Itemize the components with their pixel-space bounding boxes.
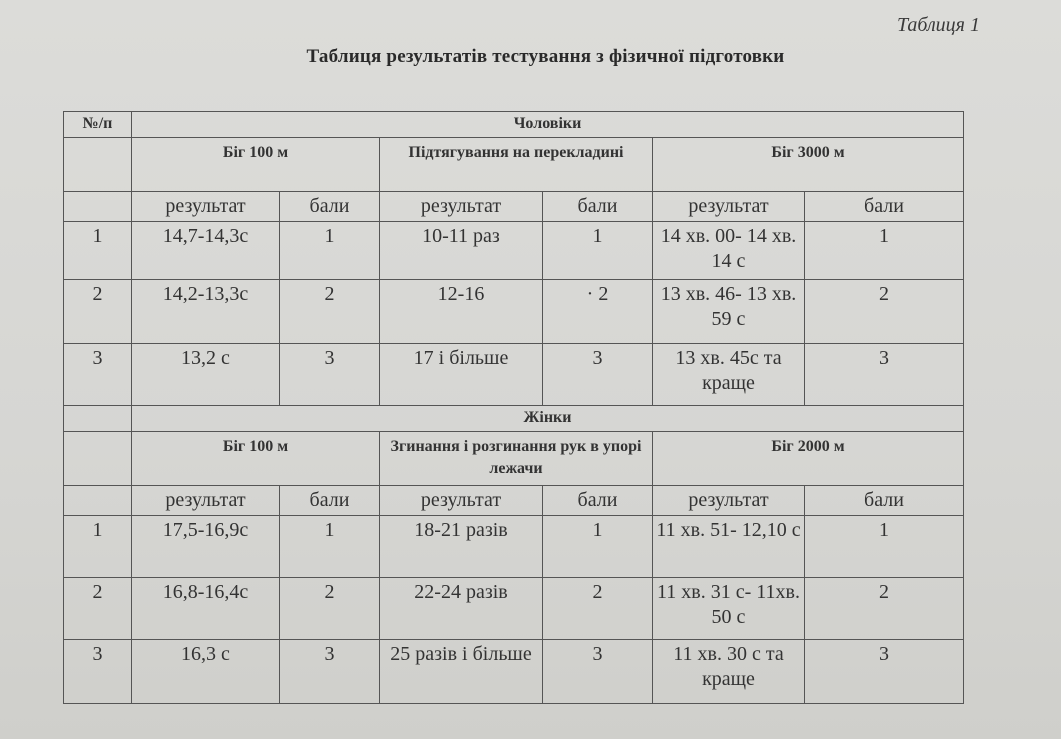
women-group-2: Згинання і розгинання рук в упорі лежачи [380,432,653,486]
men-groups-row [64,138,964,192]
col-points: бали [280,192,380,222]
table-number-label: Таблиця 1 [897,14,980,36]
result-cell: 13 хв. 46- 13 хв. 59 с [653,280,805,344]
points-cell: 2 [280,578,380,640]
result-cell: 14 хв. 00- 14 хв. 14 с [653,222,805,280]
result-cell: 10-11 раз [380,222,543,280]
points-cell: 2 [805,280,964,344]
result-cell: 14,7-14,3с [132,222,280,280]
result-cell: 12-16 [380,280,543,344]
empty-cell [64,432,132,486]
women-groups-row [64,432,964,486]
empty-cell [64,406,132,432]
women-label: Жінки [132,406,964,432]
table-row [64,222,964,280]
result-cell: 25 разів і більше [380,640,543,704]
col-result: результат [380,486,543,516]
points-cell: 1 [805,222,964,280]
results-table [63,111,964,704]
points-cell: 1 [280,516,380,578]
col-points: бали [805,192,964,222]
row-number: 1 [64,222,132,280]
num-header: №/п [64,112,132,138]
women-section-header [64,406,964,432]
women-group-3: Біг 2000 м [653,432,964,486]
empty-cell [64,138,132,192]
table-row [64,280,964,344]
men-section-header [64,112,964,138]
result-cell: 14,2-13,3с [132,280,280,344]
women-group-1: Біг 100 м [132,432,380,486]
points-cell: · 2 [543,280,653,344]
result-cell: 18-21 разів [380,516,543,578]
table-row [64,640,964,704]
result-cell: 11 хв. 31 с- 11хв. 50 с [653,578,805,640]
col-result: результат [380,192,543,222]
result-cell: 11 хв. 30 с та краще [653,640,805,704]
men-group-1: Біг 100 м [132,138,380,192]
col-points: бали [543,192,653,222]
row-number: 1 [64,516,132,578]
men-label: Чоловіки [132,112,964,138]
table-row [64,578,964,640]
men-column-header-row [64,192,964,222]
empty-cell [64,486,132,516]
points-cell: 2 [280,280,380,344]
points-cell: 2 [805,578,964,640]
women-column-header-row [64,486,964,516]
result-cell: 16,3 с [132,640,280,704]
result-cell: 22-24 разів [380,578,543,640]
points-cell: 1 [543,516,653,578]
points-cell: 3 [805,640,964,704]
result-cell: 11 хв. 51- 12,10 с [653,516,805,578]
row-number: 3 [64,344,132,406]
result-cell: 13,2 с [132,344,280,406]
points-cell: 3 [543,344,653,406]
col-result: результат [653,192,805,222]
row-number: 2 [64,578,132,640]
col-points: бали [805,486,964,516]
points-cell: 3 [280,640,380,704]
empty-cell [64,192,132,222]
col-result: результат [132,192,280,222]
points-cell: 3 [543,640,653,704]
result-cell: 16,8-16,4с [132,578,280,640]
result-cell: 17,5-16,9с [132,516,280,578]
row-number: 3 [64,640,132,704]
col-points: бали [280,486,380,516]
col-result: результат [132,486,280,516]
document-title: Таблиця результатів тестування з фізичної підготовки [306,46,785,67]
result-cell: 13 хв. 45с та краще [653,344,805,406]
table-row [64,516,964,578]
col-result: результат [653,486,805,516]
row-number: 2 [64,280,132,344]
points-cell: 1 [805,516,964,578]
table-row [64,344,964,406]
points-cell: 3 [280,344,380,406]
col-points: бали [543,486,653,516]
points-cell: 2 [543,578,653,640]
men-group-3: Біг 3000 м [653,138,964,192]
points-cell: 3 [805,344,964,406]
points-cell: 1 [543,222,653,280]
points-cell: 1 [280,222,380,280]
men-group-2: Підтягування на перекладині [380,138,653,192]
result-cell: 17 і більше [380,344,543,406]
